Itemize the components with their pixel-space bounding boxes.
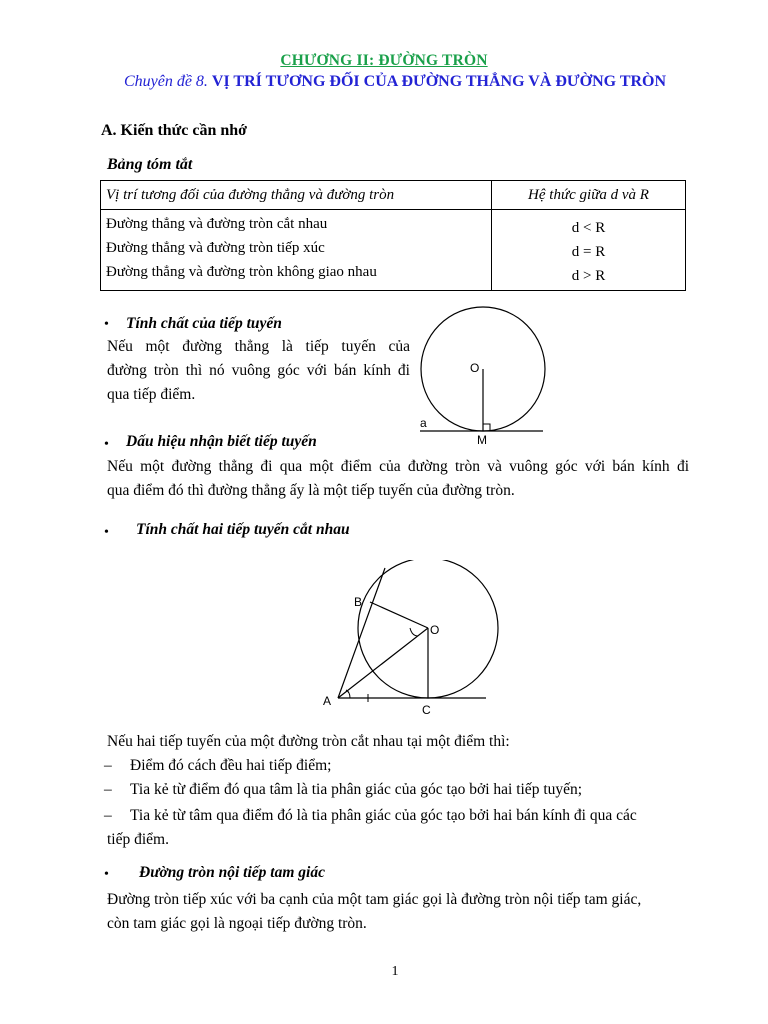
- label-point-m: M: [477, 433, 487, 447]
- tangent-line-ab: [338, 568, 385, 698]
- tangent-figure: [410, 305, 550, 450]
- list-item-continuation: tiếp điểm.: [107, 831, 169, 848]
- dash-marker: –: [104, 807, 112, 824]
- bullet-dot: •: [104, 525, 109, 540]
- text-line: Nếu một đường thẳng đi qua một điểm của đường tròn và vuông góc với bán kính đi: [107, 458, 689, 475]
- bullet-title-incircle: Đường tròn nội tiếp tam giác: [139, 864, 325, 881]
- label-point-a: A: [323, 694, 332, 708]
- angle-mark-o: [410, 628, 418, 636]
- chapter-title-text: CHƯƠNG II: ĐƯỜNG TRÒN: [280, 52, 488, 69]
- dash-marker: –: [104, 757, 112, 774]
- incircle-text: [107, 888, 689, 936]
- tangent-property-text: [107, 335, 410, 407]
- text-line: còn tam giác gọi là ngoại tiếp đường tròn.: [107, 915, 367, 932]
- page-number: 1: [391, 964, 399, 979]
- dash-marker: –: [104, 781, 112, 798]
- right-angle-mark: [483, 424, 490, 431]
- topic-prefix: Chuyên đề 8.: [123, 73, 212, 90]
- list-item: Điểm đó cách đều hai tiếp điểm;: [130, 757, 332, 774]
- bullet-title-tangent-criterion: Dấu hiệu nhận biết tiếp tuyến: [126, 433, 317, 450]
- bullet-title-two-tangents: Tính chất hai tiếp tuyến cắt nhau: [136, 521, 350, 538]
- table-cell-relations: [492, 210, 686, 291]
- text-line: Nếu một đường thẳng là tiếp tuyến của: [107, 338, 410, 355]
- two-tangents-figure: [310, 560, 500, 720]
- table-header-relation: Hệ thức giữa d và R: [492, 181, 686, 210]
- summary-table: [100, 180, 686, 291]
- list-item: Tia kẻ từ tâm qua điểm đó là tia phân giác của góc tạo bởi hai bán kính đi qua các: [130, 807, 637, 824]
- table-row: [101, 210, 686, 291]
- list-item: Tia kẻ từ điểm đó qua tâm là tia phân giác của góc tạo bởi hai tiếp tuyến;: [130, 781, 583, 798]
- table-cell: d < R: [571, 220, 606, 236]
- table-caption: Bảng tóm tắt: [107, 156, 193, 173]
- line-ao: [338, 628, 428, 698]
- chapter-title: [0, 52, 768, 70]
- text-line: qua điểm đó thì đường thẳng ấy là một tiếp tuyến của đường tròn.: [107, 482, 515, 499]
- label-line-a: a: [420, 416, 427, 430]
- label-center-o: O: [470, 361, 480, 375]
- table-header-row: [101, 181, 686, 210]
- table-cell: Đường thẳng và đường tròn tiếp xúc: [106, 240, 325, 256]
- text-line: qua tiếp điểm.: [107, 386, 196, 403]
- label-point-b: B: [354, 595, 363, 609]
- label-point-o: O: [430, 623, 440, 637]
- section-heading: A. Kiến thức cần nhớ: [101, 122, 248, 139]
- table-cell: Đường thẳng và đường tròn cắt nhau: [106, 216, 328, 232]
- bullet-dot: •: [104, 317, 109, 332]
- bullet-title-tangent-property: Tính chất của tiếp tuyến: [126, 315, 282, 332]
- bullet-dot: •: [104, 867, 109, 882]
- table-cell: Đường thẳng và đường tròn không giao nhau: [106, 264, 377, 280]
- table-cell-positions: [101, 210, 492, 291]
- bullet-dot: •: [104, 437, 109, 452]
- text-line: đường tròn thì nó vuông góc với bán kính đi: [107, 362, 410, 379]
- table-cell: d = R: [571, 244, 606, 260]
- text-line: Đường tròn tiếp xúc với ba cạnh của một tam giác gọi là đường tròn nội tiếp tam giác,: [107, 891, 642, 908]
- topic-title-text: VỊ TRÍ TƯƠNG ĐỐI CỦA ĐƯỜNG THẲNG VÀ ĐƯỜNG TRÒN: [211, 73, 667, 90]
- two-tangents-intro: Nếu hai tiếp tuyến của một đường tròn cắt nhau tại một điểm thì:: [107, 733, 510, 750]
- radius-ob: [370, 602, 428, 628]
- table-header-position: Vị trí tương đối của đường thẳng và đường tròn: [101, 181, 492, 210]
- tangent-criterion-text: [107, 455, 689, 503]
- table-cell: d > R: [571, 268, 606, 284]
- label-point-c: C: [422, 703, 431, 717]
- topic-title: [0, 73, 768, 91]
